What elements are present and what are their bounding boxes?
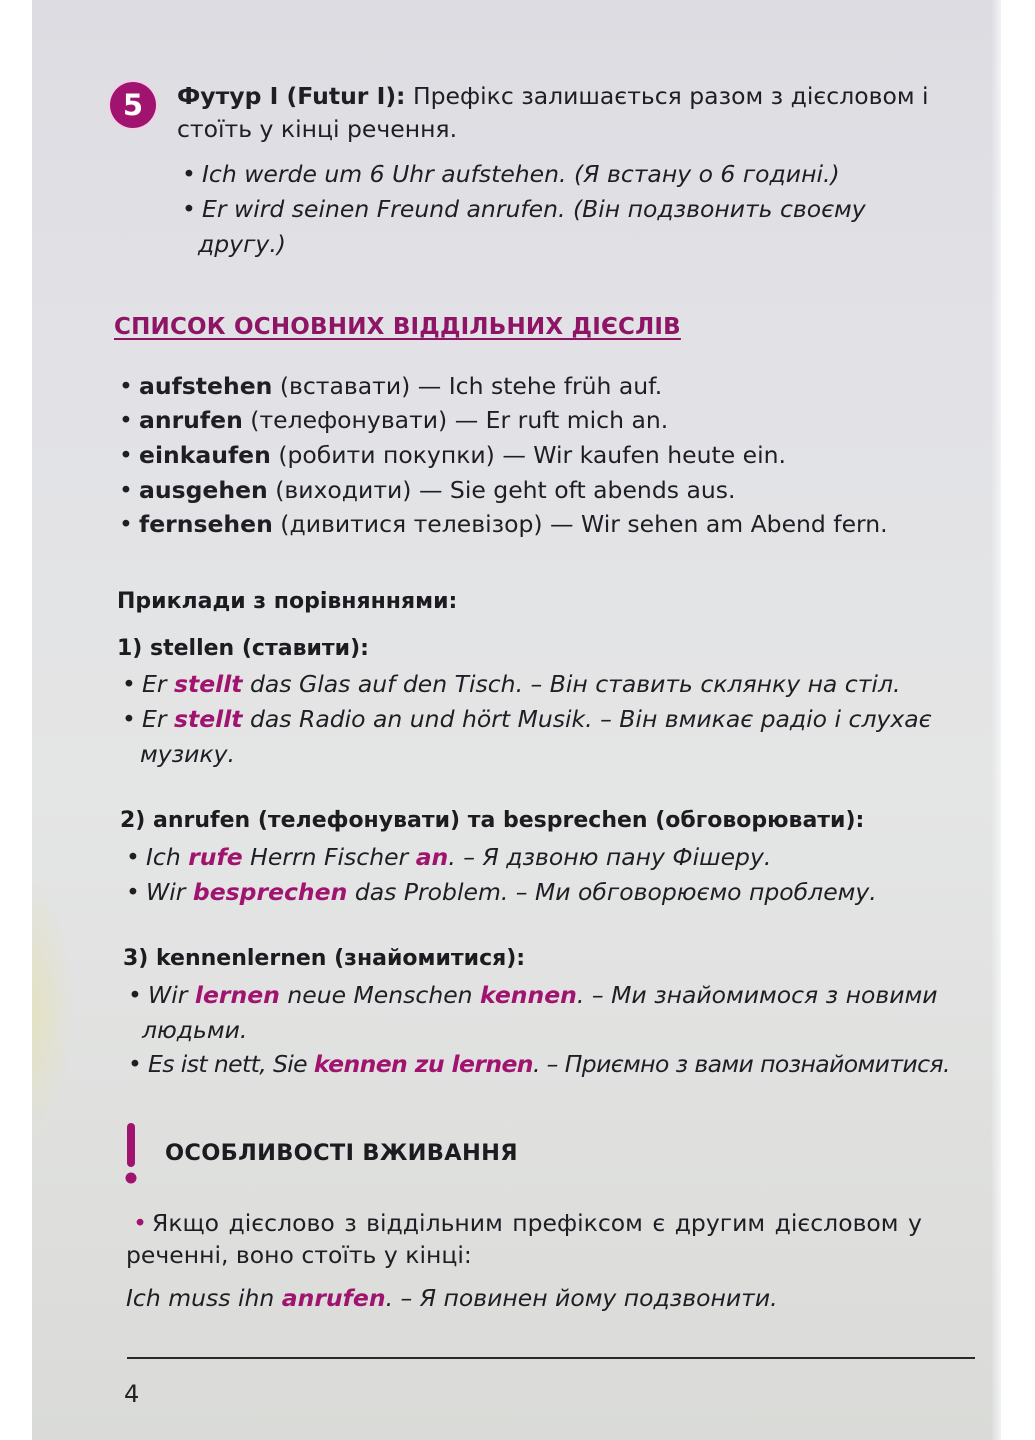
- highlighted-prefix: kennen: [480, 981, 577, 1009]
- verb: fernsehen: [139, 510, 273, 538]
- comparison-example: [126, 875, 877, 909]
- example-ukrainian: (Я встану о 6 годині.): [574, 160, 840, 188]
- comparison-example-continuation: музику.: [140, 740, 235, 768]
- section5-heading-line1: [177, 79, 929, 113]
- verb-list-item: [119, 369, 662, 403]
- verb-translation: (виходити): [275, 476, 412, 504]
- comparison-group-heading: 3) kennenlernen (знайомитися):: [123, 946, 526, 971]
- verb-translation: (телефонувати): [250, 406, 448, 434]
- verb-example: — Ich stehe früh auf.: [417, 372, 663, 400]
- futur-example-2-continuation: другу.): [198, 230, 286, 258]
- verb-example: — Wir sehen am Abend fern.: [550, 510, 888, 538]
- verb: anrufen: [139, 406, 243, 434]
- comparison-example: [122, 702, 932, 736]
- text-segment: Ich: [146, 843, 189, 871]
- text-segment: . – Я дзвоню пану Фішеру.: [448, 843, 772, 871]
- text-segment: . – Приємно з вами познайомитися.: [532, 1050, 950, 1078]
- usage-rule-line2: реченні, воно стоїть у кінці:: [126, 1241, 472, 1269]
- rule-text: Якщо дієслово з віддільним префіксом є другим дієсловом у: [152, 1209, 922, 1237]
- text-segment: . – Я повинен йому подзвонити.: [385, 1284, 778, 1312]
- text-segment: . – Ми знайомимося з новими: [576, 981, 938, 1009]
- text-segment: neue Menschen: [279, 981, 481, 1009]
- verb: ausgehen: [139, 476, 268, 504]
- exclamation-icon: [124, 1123, 138, 1185]
- verb-list-item: [119, 507, 888, 541]
- verb-translation: (дивитися телевізор): [280, 510, 543, 538]
- verb-translation: (вставати): [279, 372, 411, 400]
- bullet-icon: •: [133, 1209, 147, 1237]
- comparison-example: [128, 978, 937, 1012]
- highlighted-prefix: an: [415, 843, 449, 871]
- page-number: 4: [124, 1380, 140, 1408]
- comparisons-title: Приклади з порівняннями:: [117, 589, 458, 614]
- usage-example: [126, 1281, 778, 1315]
- verb-list-title: СПИСОК ОСНОВНИХ ВІДДІЛЬНИХ ДІЄСЛІВ: [114, 314, 681, 340]
- comparison-group-heading: 1) stellen (ставити):: [117, 636, 369, 661]
- highlighted-verb: stellt: [173, 705, 243, 733]
- text-segment: Er: [142, 705, 174, 733]
- verb-list-item: [119, 473, 735, 507]
- highlighted-verb: kennen zu lernen: [313, 1050, 533, 1078]
- verb: aufstehen: [139, 372, 273, 400]
- text-segment: Wir: [148, 981, 195, 1009]
- futur-example-1: [182, 157, 840, 191]
- text-segment: das Problem. – Ми обговорюємо проблему.: [347, 878, 877, 906]
- verb: einkaufen: [139, 441, 271, 469]
- book-page: [32, 0, 1001, 1440]
- section5-description-line2: стоїть у кінці речення.: [177, 115, 458, 143]
- verb-example: — Er ruft mich an.: [454, 406, 669, 434]
- text-segment: Es ist nett, Sie: [148, 1050, 314, 1078]
- section-number-badge: 5: [110, 82, 156, 128]
- verb-translation: (робити покупки): [278, 441, 495, 469]
- section5-title: Футур I (Futur I):: [177, 82, 406, 110]
- comparison-example: [126, 840, 771, 874]
- highlighted-verb: lernen: [194, 981, 280, 1009]
- highlighted-verb: stellt: [173, 670, 243, 698]
- usage-rule-line1: [128, 1206, 922, 1240]
- highlighted-verb: besprechen: [192, 878, 348, 906]
- comparison-example-continuation: людьми.: [142, 1016, 248, 1044]
- comparison-group-heading: 2) anrufen (телефонувати) та besprechen (обговорювати):: [120, 808, 865, 833]
- verb-example: — Sie geht oft abends aus.: [418, 476, 736, 504]
- highlighted-verb: rufe: [188, 843, 243, 871]
- highlighted-verb: anrufen: [281, 1284, 386, 1312]
- example-german: Ich werde um 6 Uhr aufstehen.: [202, 160, 567, 188]
- footer-divider: [127, 1357, 975, 1359]
- text-segment: Er: [142, 670, 174, 698]
- text-segment: das Glas auf den Tisch. – Він ставить склянку на стіл.: [242, 670, 901, 698]
- usage-notes-title: ОСОБЛИВОСТІ ВЖИВАННЯ: [165, 1140, 518, 1166]
- comparison-example: [128, 1047, 950, 1081]
- section5-description: Префікс залишається разом з дієсловом і: [412, 82, 929, 110]
- example-ukrainian: (Він подзвонить своєму: [572, 195, 866, 223]
- comparison-example: [122, 667, 900, 701]
- verb-list-item: [119, 438, 786, 472]
- text-segment: das Radio an und hört Musik. – Він вмикає радіо і слухає: [242, 705, 932, 733]
- futur-example-2: [182, 192, 866, 226]
- text-segment: Ich muss ihn: [126, 1284, 282, 1312]
- text-segment: Herrn Fischer: [242, 843, 416, 871]
- text-segment: Wir: [146, 878, 193, 906]
- verb-example: — Wir kaufen heute ein.: [502, 441, 787, 469]
- example-german: Er wird seinen Freund anrufen.: [202, 195, 566, 223]
- verb-list-item: [119, 403, 668, 437]
